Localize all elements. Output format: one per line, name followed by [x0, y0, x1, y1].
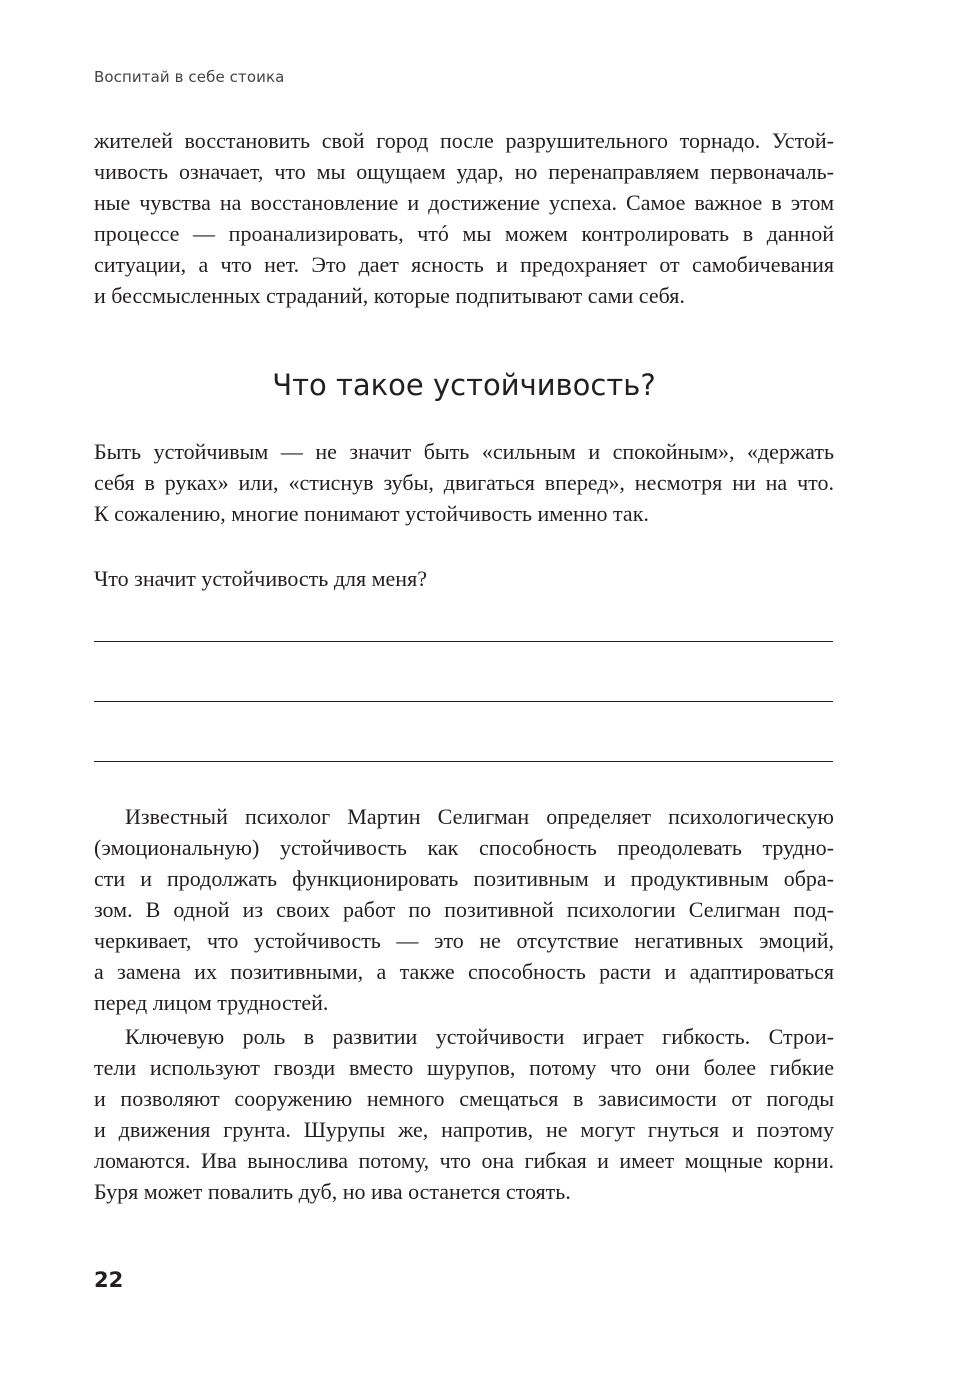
- text-line: черкивает, что устойчивость — это не отсутствие негативных эмоций,: [94, 928, 834, 953]
- seligman-paragraph: [94, 801, 834, 1018]
- text-line: и позволяют сооружению немного смещаться в зависимости от погоды: [94, 1086, 834, 1111]
- text-line: перед лицом трудностей.: [94, 990, 329, 1015]
- text-line: и бессмысленных страданий, которые подпитывают сами себя.: [94, 283, 685, 308]
- answer-line[interactable]: [94, 641, 833, 642]
- text-line: Буря может повалить дуб, но ива останется стоять.: [94, 1179, 571, 1204]
- intro-paragraph: [94, 125, 834, 311]
- text-line: (эмоциональную) устойчивость как способность преодолевать трудно-: [94, 835, 834, 860]
- running-head: Воспитай в себе стоика: [94, 68, 285, 86]
- text-line: К сожалению, многие понимают устойчивость именно так.: [94, 501, 649, 526]
- section-heading: Что такое устойчивость?: [272, 368, 656, 402]
- text-line: а замена их позитивными, а также способность расти и адаптироваться: [94, 959, 834, 984]
- definition-paragraph: [94, 436, 834, 529]
- text-line: Известный психолог Мартин Селигман определяет психологическую: [125, 804, 834, 829]
- text-line: процессе — проанализировать, чтó мы можем контролировать в данной: [94, 221, 834, 246]
- text-line: ломаются. Ива вынослива потому, что она гибкая и имеет мощные корни.: [94, 1148, 834, 1173]
- text-line: и движения грунта. Шурупы же, напротив, не могут гнуться и поэтому: [94, 1117, 834, 1142]
- text-line: тели используют гвозди вместо шурупов, потому что они более гибкие: [94, 1055, 834, 1080]
- flexibility-paragraph: [94, 1021, 834, 1207]
- text-line: ситуации, а что нет. Это дает ясность и предохраняет от самобичевания: [94, 252, 834, 277]
- exercise-question: Что значит устойчивость для меня?: [94, 566, 427, 591]
- page-number: 22: [94, 1268, 124, 1292]
- text-line: ные чувства на восстановление и достижение успеха. Самое важное в этом: [94, 190, 834, 215]
- answer-line[interactable]: [94, 761, 833, 762]
- text-line: Быть устойчивым — не значит быть «сильным и спокойным», «держать: [94, 439, 834, 464]
- text-line: зом. В одной из своих работ по позитивной психологии Селигман под-: [94, 897, 834, 922]
- text-line: чивость означает, что мы ощущаем удар, но перенаправляем первоначаль-: [94, 159, 834, 184]
- answer-line[interactable]: [94, 701, 833, 702]
- text-line: себя в руках» или, «стиснув зубы, двигаться вперед», несмотря ни на что.: [94, 470, 834, 495]
- text-line: сти и продолжать функционировать позитивным и продуктивным обра-: [94, 866, 834, 891]
- text-line: жителей восстановить свой город после разрушительного торнадо. Устой-: [94, 128, 834, 153]
- text-line: Ключевую роль в развитии устойчивости играет гибкость. Строи-: [125, 1024, 834, 1049]
